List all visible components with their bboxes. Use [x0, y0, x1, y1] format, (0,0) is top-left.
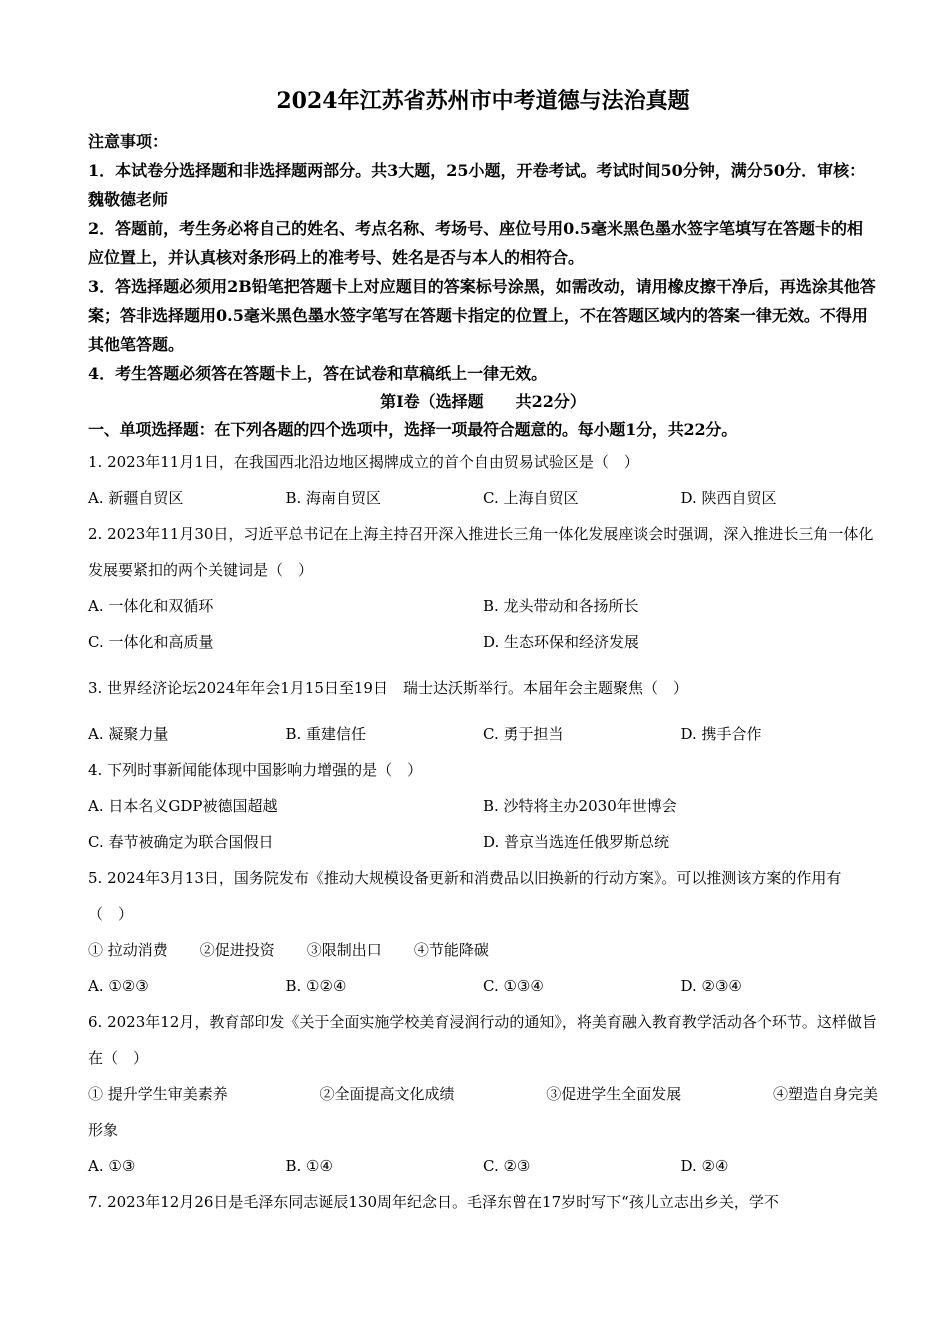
exam-page — [88, 84, 878, 1220]
note-1: 1．本试卷分选择题和非选择题两部分。共3大题，25小题，开卷考试。考试时间50分钟，满分50分．审核：魏敬德老师 — [88, 161, 866, 209]
option-row — [88, 824, 878, 860]
question-6 — [88, 1004, 878, 1184]
option-a: A. ①②③ — [88, 977, 149, 995]
note-3: 3．答选择题必须用2B铅笔把答题卡上对应题目的答案标号涂黑，如需改动，请用橡皮擦干净后，再选涂其他答案；答非选择题用0.5毫米黑色墨水签字笔写在答题卡指定的位置上，不在答题区域内的答案一律无效。不得用其他笔答题。 — [88, 277, 876, 354]
option-b: B. ①②④ — [285, 977, 347, 995]
question-stem: 6. 2023年12月，教育部印发《关于全面实施学校美育浸润行动的通知》，将美育融入教育教学活动各个环节。这样做旨在（ ） — [88, 1013, 877, 1067]
option-c: C. 勇于担当 — [483, 725, 564, 743]
statement-row — [88, 932, 878, 968]
question-stem: 1. 2023年11月1日，在我国西北沿边地区揭牌成立的首个自由贸易试验区是（ ） — [88, 453, 639, 471]
option-b: B. 龙头带动和各扬所长 — [483, 597, 639, 615]
question-7 — [88, 1184, 878, 1220]
option-a: A. 新疆自贸区 — [88, 489, 184, 507]
page-title: 2024年江苏省苏州市中考道德与法治真题 — [276, 88, 690, 114]
question-3 — [88, 670, 878, 752]
option-c: C. 春节被确定为联合国假日 — [88, 833, 274, 851]
section-title: 第I卷（选择题 共22分） — [380, 392, 586, 411]
notes-section — [88, 127, 878, 388]
note-4: 4．考生答题必须答在答题卡上，答在试卷和草稿纸上一律无效。 — [88, 364, 548, 383]
option-c: C. 一体化和高质量 — [88, 633, 214, 651]
option-a: A. ①③ — [88, 1157, 136, 1175]
statement-1: ① 拉动消费 — [88, 941, 168, 959]
option-a: A. 日本名义GDP被德国超越 — [88, 797, 278, 815]
notes-heading: 注意事项： — [88, 132, 169, 151]
question-2 — [88, 516, 878, 660]
option-d: D. ②③④ — [680, 977, 742, 995]
statement-3: ③促进学生全面发展 — [546, 1085, 682, 1103]
option-row — [88, 480, 878, 516]
option-b: B. 沙特将主办2030年世博会 — [483, 797, 677, 815]
option-row — [88, 588, 878, 624]
statement-3: ③限制出口 — [306, 941, 382, 959]
statement-2: ②全面提高文化成绩 — [319, 1085, 455, 1103]
statement-row — [88, 1076, 878, 1112]
statement-4: ④塑造自身完美 — [772, 1085, 878, 1103]
option-c: C. ①③④ — [483, 977, 544, 995]
question-4 — [88, 752, 878, 860]
option-b: B. 重建信任 — [285, 725, 367, 743]
question-stem: 2. 2023年11月30日，习近平总书记在上海主持召开深入推进长三角一体化发展座谈会时强调，深入推进长三角一体化发展要紧扣的两个关键词是（ ） — [88, 525, 874, 579]
statement-continuation: 形象 — [88, 1121, 119, 1139]
question-5 — [88, 860, 878, 1004]
option-row — [88, 968, 878, 1004]
option-row — [88, 1148, 878, 1184]
question-stem: 7. 2023年12月26日是毛泽东同志诞辰130周年纪念日。毛泽东曾在17岁时写下“孩儿立志出乡关，学不 — [88, 1193, 779, 1211]
option-b: B. 海南自贸区 — [285, 489, 382, 507]
question-stem: 4. 下列时事新闻能体现中国影响力增强的是（ ） — [88, 761, 423, 779]
option-b: B. ①④ — [285, 1157, 333, 1175]
section-instruction: 一、单项选择题：在下列各题的四个选项中，选择一项最符合题意的。每小题1分，共22分。 — [88, 420, 737, 439]
option-row — [88, 788, 878, 824]
option-d: D. 普京当选连任俄罗斯总统 — [483, 833, 670, 851]
option-c: C. 上海自贸区 — [483, 489, 579, 507]
statement-2: ②促进投资 — [199, 941, 275, 959]
question-stem: 3. 世界经济论坛2024年年会1月15日至19日 瑞士达沃斯举行。本届年会主题聚焦（ ） — [88, 679, 688, 697]
option-a: A. 凝聚力量 — [88, 725, 169, 743]
option-d: D. 陕西自贸区 — [680, 489, 777, 507]
question-stem: 5. 2024年3月13日，国务院发布《推动大规模设备更新和消费品以旧换新的行动方案》。可以推测该方案的作用有（ ） — [88, 869, 842, 923]
option-d: D. 生态环保和经济发展 — [483, 633, 640, 651]
note-2: 2．答题前，考生务必将自己的姓名、考点名称、考场号、座位号用0.5毫米黑色墨水签字笔填写在答题卡的相应位置上，并认真核对条形码上的准考号、姓名是否与本人的相符合。 — [88, 219, 863, 267]
statement-4: ④节能降碳 — [413, 941, 489, 959]
option-d: D. 携手合作 — [680, 725, 762, 743]
statement-1: ① 提升学生审美素养 — [88, 1085, 228, 1103]
option-row — [88, 716, 878, 752]
option-c: C. ②③ — [483, 1157, 531, 1175]
option-row — [88, 624, 878, 660]
question-1 — [88, 444, 878, 516]
option-a: A. 一体化和双循环 — [88, 597, 214, 615]
option-d: D. ②④ — [680, 1157, 729, 1175]
